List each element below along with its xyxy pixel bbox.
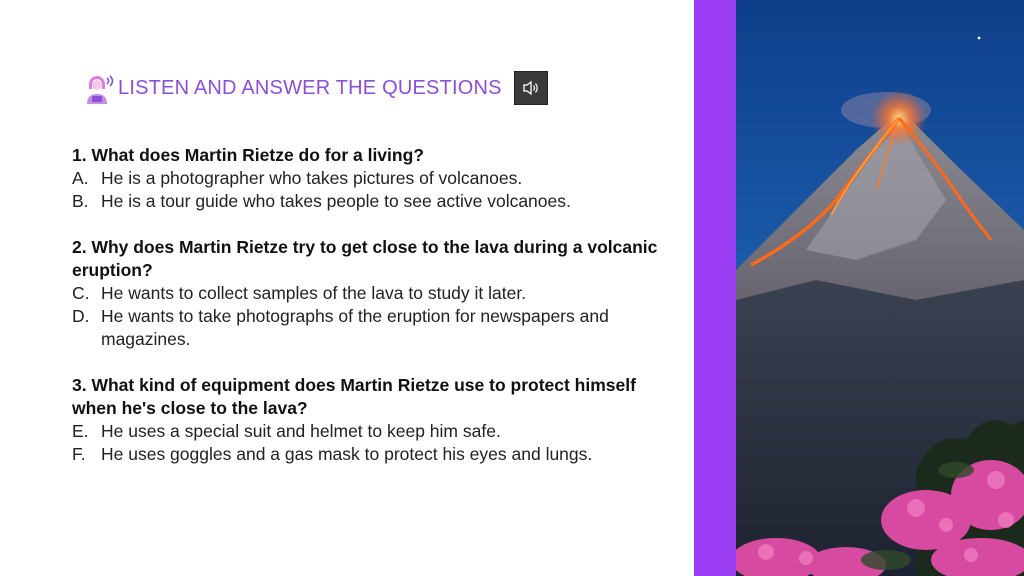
audio-play-button[interactable] — [514, 71, 548, 105]
speaker-icon — [520, 77, 542, 99]
option-letter: B. — [72, 191, 89, 211]
answer-option-b — [72, 190, 682, 213]
page-title: LISTEN AND ANSWER THE QUESTIONS — [118, 76, 502, 99]
option-letter: A. — [72, 168, 89, 188]
volcano-photo — [736, 0, 1024, 576]
question-title: 2. Why does Martin Rietze try to get close to the lava during a volcanic eruption? — [72, 237, 658, 280]
option-text: He uses goggles and a gas mask to protect his eyes and lungs. — [101, 444, 593, 464]
option-letter: F. — [72, 444, 86, 464]
question-2 — [72, 236, 682, 351]
option-text: He wants to take photographs of the eruption for newspapers and magazines. — [101, 306, 609, 349]
option-text: He wants to collect samples of the lava to study it later. — [101, 283, 527, 303]
answer-option-e — [72, 420, 682, 443]
answer-option-c — [72, 282, 682, 305]
question-title: 1. What does Martin Rietze do for a living? — [72, 145, 424, 165]
option-letter: C. — [72, 283, 90, 303]
listening-person-icon — [80, 70, 116, 106]
questions-list — [72, 144, 682, 489]
accent-bar — [694, 0, 736, 576]
option-letter: D. — [72, 306, 90, 326]
option-text: He uses a special suit and helmet to keep him safe. — [101, 421, 501, 441]
header — [80, 70, 548, 106]
option-text: He is a tour guide who takes people to see active volcanoes. — [101, 191, 571, 211]
option-letter: E. — [72, 421, 89, 441]
answer-option-a — [72, 167, 682, 190]
answer-option-d — [72, 305, 682, 351]
answer-option-f — [72, 443, 682, 466]
question-title: 3. What kind of equipment does Martin Rietze use to protect himself when he's close to the lava? — [72, 375, 636, 418]
question-1 — [72, 144, 682, 213]
option-text: He is a photographer who takes pictures of volcanoes. — [101, 168, 523, 188]
question-3 — [72, 374, 682, 466]
